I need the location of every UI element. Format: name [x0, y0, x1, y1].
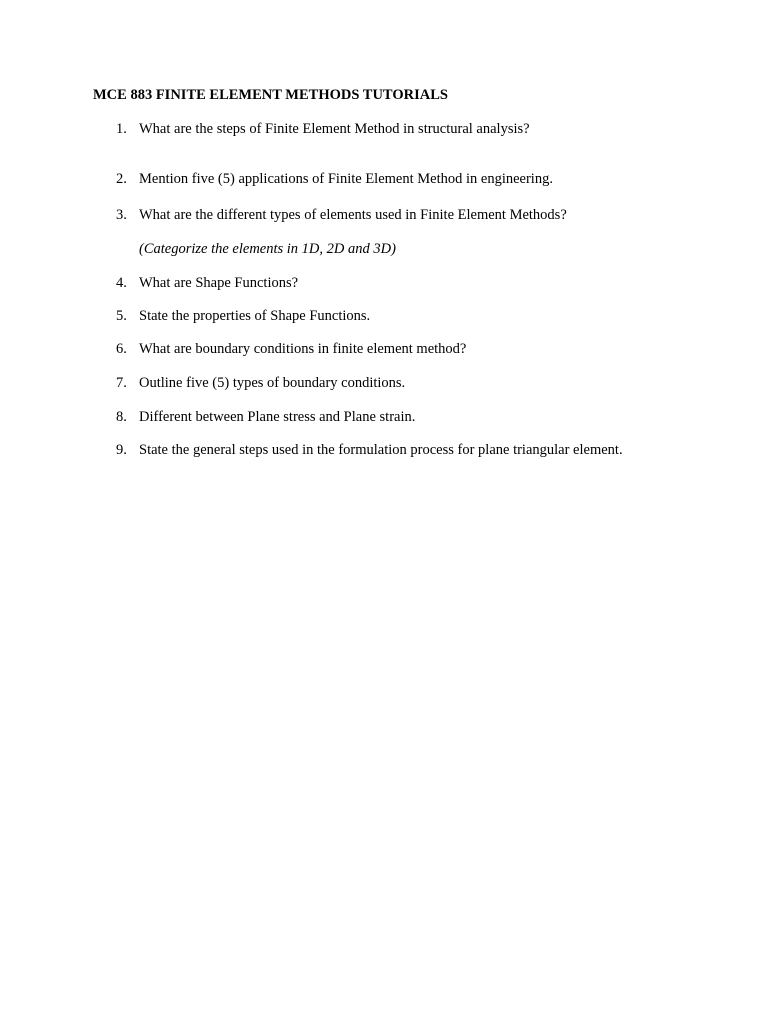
question-text: State the properties of Shape Functions. — [139, 308, 371, 324]
question-number: 6. — [116, 341, 127, 357]
question-number: 4. — [116, 275, 127, 291]
question-text: Outline five (5) types of boundary conditions. — [139, 375, 406, 391]
question-text: State the general steps used in the formulation process for plane triangular element. — [139, 442, 623, 458]
question-number: 8. — [116, 409, 127, 425]
question-number: 2. — [116, 171, 127, 187]
question-note: (Categorize the elements in 1D, 2D and 3D) — [139, 241, 396, 257]
question-text: What are boundary conditions in finite element method? — [139, 341, 467, 357]
question-number: 7. — [116, 375, 127, 391]
document-title: MCE 883 FINITE ELEMENT METHODS TUTORIALS — [93, 87, 448, 103]
question-text: Different between Plane stress and Plane strain. — [139, 409, 416, 425]
question-text: What are the steps of Finite Element Method in structural analysis? — [139, 121, 530, 137]
question-text: Mention five (5) applications of Finite Element Method in engineering. — [139, 171, 553, 187]
question-number: 9. — [116, 442, 127, 458]
question-number: 1. — [116, 121, 127, 137]
question-text: What are the different types of elements used in Finite Element Methods? — [139, 207, 567, 223]
question-number: 3. — [116, 207, 127, 223]
question-text: What are Shape Functions? — [139, 275, 299, 291]
question-number: 5. — [116, 308, 127, 324]
